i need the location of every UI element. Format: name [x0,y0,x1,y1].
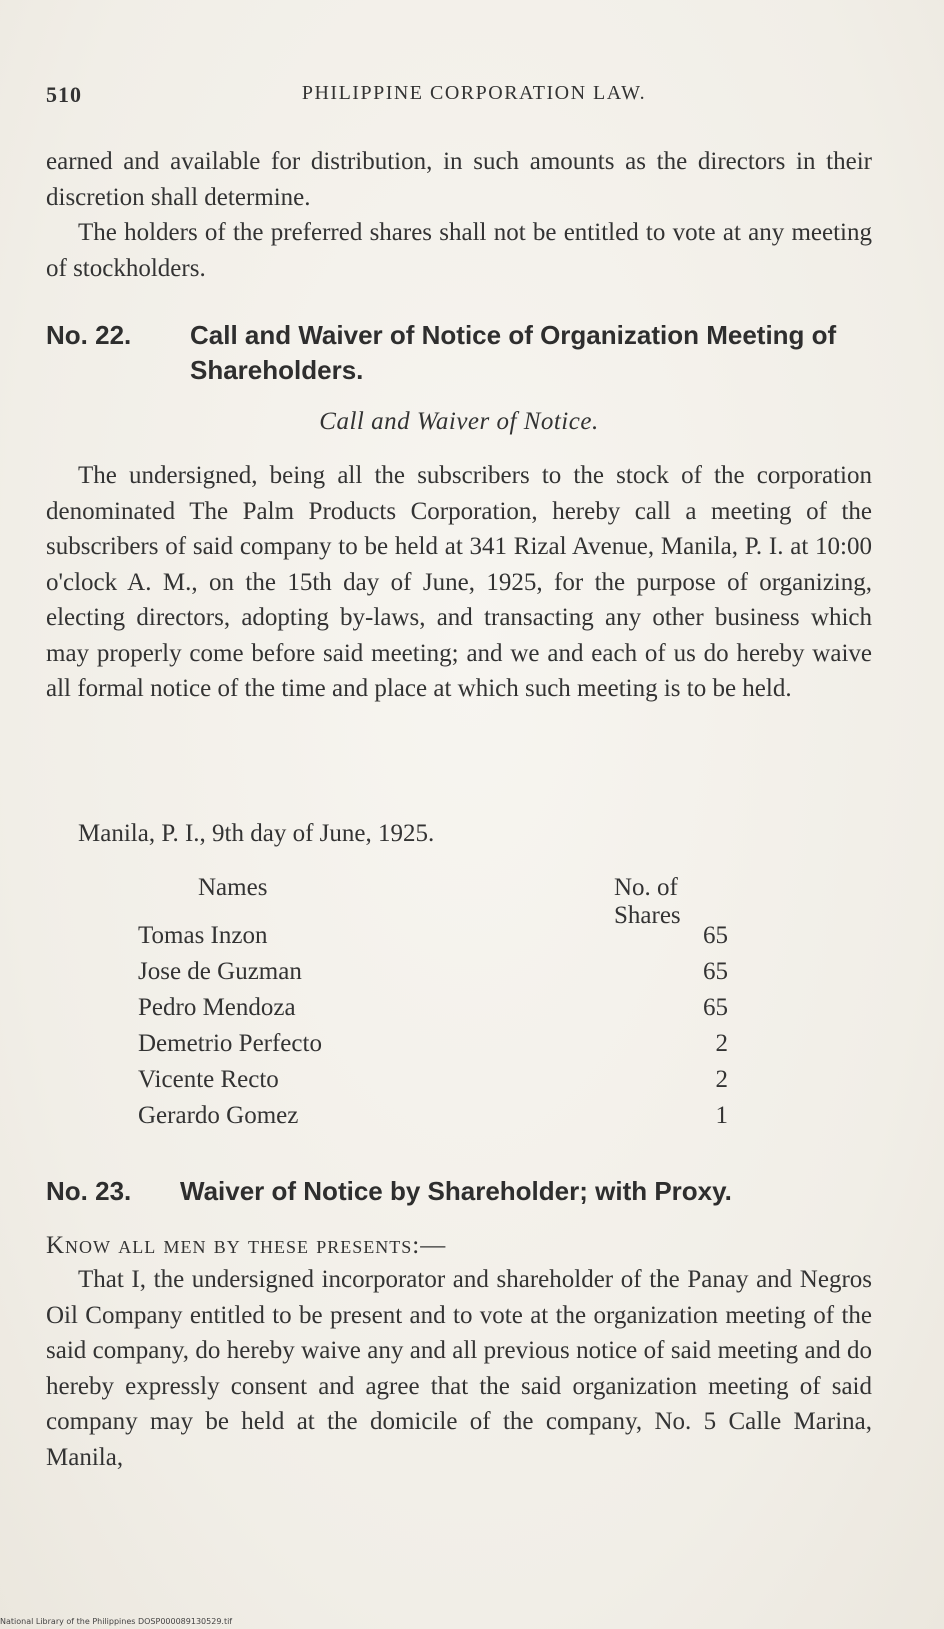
section-22-heading [46,318,872,388]
table-row [138,1030,728,1066]
shareholder-shares: 65 [703,958,728,985]
shareholder-name: Tomas Inzon [138,922,268,949]
section-23-title: Waiver of Notice by Shareholder; with Proxy. [180,1176,732,1206]
section-23-number: No. 23. [46,1176,132,1206]
section-22-number: No. 22. [46,320,132,350]
section-23-heading [46,1174,872,1209]
table-row [138,922,728,958]
shareholder-shares: 65 [703,922,728,949]
page-number: 510 [46,82,82,107]
shareholder-name: Vicente Recto [138,1066,279,1093]
page-header [46,82,872,112]
section-22-subtitle: Call and Waiver of Notice. [319,408,599,435]
table-row [138,958,728,994]
section-23-opening: Know all men by these presents:— [46,1232,447,1259]
running-title: PHILIPPINE CORPORATION LAW. [301,82,647,104]
shareholder-name: Demetrio Perfecto [138,1030,322,1057]
column-header-shares: No. of Shares [614,874,681,929]
column-header-names: Names [198,874,268,901]
table-row [138,994,728,1030]
shareholder-shares: 2 [715,1066,728,1093]
paragraph-continuation: earned and available for distribution, in such amounts as the directors in their discretion shall determine. [46,148,872,211]
scan-footer: National Library of the Philippines DOSP000089130529.tif [0,1617,233,1626]
table-row [138,1102,728,1138]
section-22-body: The undersigned, being all the subscribers to the stock of the corporation denominated The Palm Products Corporation, hereby call a meeting of the subscribers of said company to be held at 341 Rizal Avenue, Manila, P. I. at 10:00 o'clock A. M., on the 15th day of June, 1925, for the purpose of organizing, electing directors, adopting by-laws, and transacting any other business which may properly come before said meeting; and we and each of us do hereby waive all formal notice of the time and place at which such meeting is to be held. [46,462,872,702]
shareholder-shares: 65 [703,994,728,1021]
paragraph-preferred-shares: The holders of the preferred shares shall not be entitled to vote at any meeting of stockholders. [46,219,872,282]
shareholder-name: Pedro Mendoza [138,994,296,1021]
table-row [138,1066,728,1102]
shareholder-shares: 1 [715,1102,728,1129]
section-23-body: That I, the undersigned incorporator and shareholder of the Panay and Negros Oil Company entitled to be present and to vote at the organization meeting of the said company, do hereby waive any and all previous notice of said meeting and do hereby expressly consent and agree that the said organization meeting of said company may be held at the domicile of the company, No. 5 Calle Marina, Manila, [46,1266,872,1471]
shareholder-shares: 2 [715,1030,728,1057]
section-22-dateline: Manila, P. I., 9th day of June, 1925. [78,820,435,847]
section-22-title: Call and Waiver of Notice of Organization Meeting of Shareholders. [190,320,837,385]
shareholder-name: Jose de Guzman [138,958,302,985]
shareholder-name: Gerardo Gomez [138,1102,299,1129]
